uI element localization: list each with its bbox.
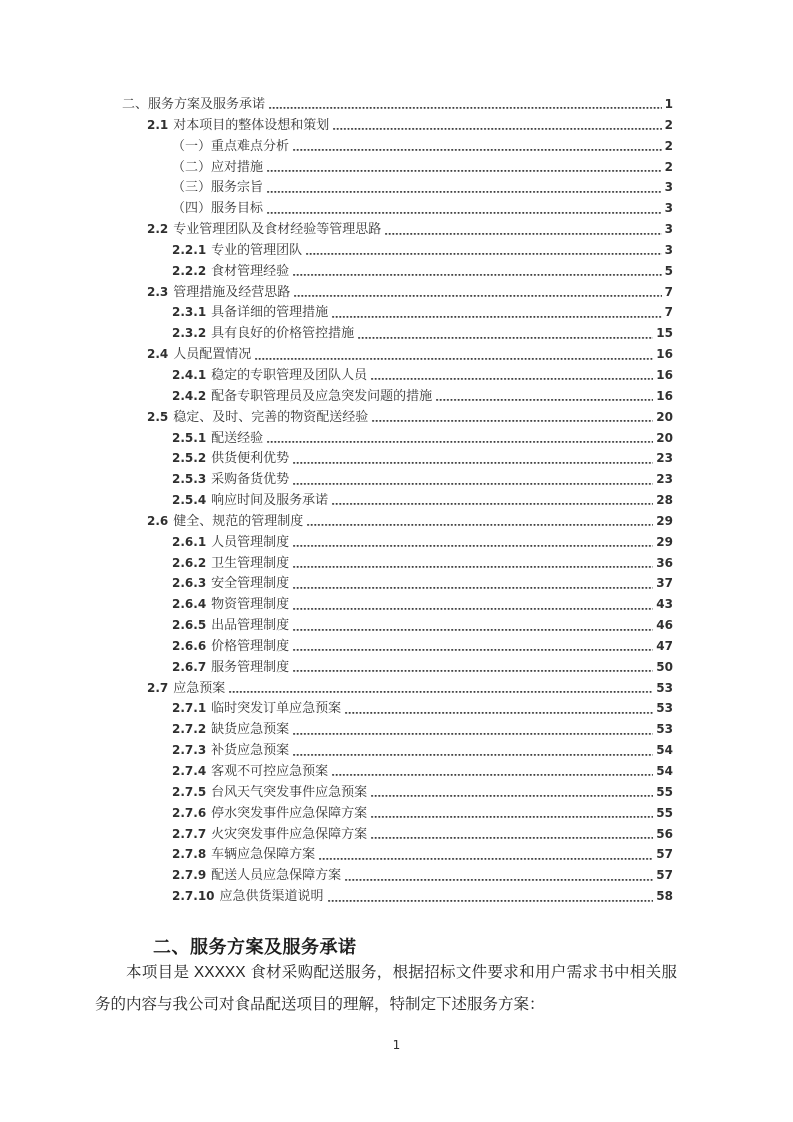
toc-entry-title: 健全、规范的管理制度 — [173, 512, 304, 528]
toc-entry-page: 15 — [656, 326, 673, 341]
toc-entry-title: 应急供货渠道说明 — [219, 888, 324, 904]
toc-entry[interactable] — [122, 886, 673, 907]
toc-dot-leader — [371, 782, 653, 803]
toc-entry-number: 2.6.3 — [172, 576, 207, 591]
toc-entry-page: 16 — [656, 347, 673, 362]
toc-entry-title: 专业的管理团队 — [211, 241, 303, 257]
toc-entry-number: 2.6.7 — [172, 659, 207, 674]
toc-entry-page: 5 — [664, 263, 673, 278]
toc-entry-page: 2 — [664, 117, 673, 132]
toc-entry[interactable] — [122, 469, 673, 490]
toc-entry[interactable] — [122, 698, 673, 719]
toc-entry-page: 16 — [656, 367, 673, 382]
toc-entry-number: 2.4.1 — [172, 367, 207, 382]
toc-entry-page: 47 — [656, 638, 673, 653]
toc-entry-title: 具有良好的价格管控措施 — [211, 325, 355, 341]
toc-entry-page: 57 — [656, 868, 673, 883]
toc-entry[interactable] — [122, 344, 673, 365]
toc-dot-leader — [372, 407, 653, 428]
toc-entry-title: 人员配置情况 — [173, 346, 252, 362]
toc-entry-page: 3 — [664, 222, 673, 237]
toc-entry-title: 配备专职管理员及应急突发问题的措施 — [211, 387, 433, 403]
toc-entry-number: 2.6.6 — [172, 638, 207, 653]
toc-entry-title: 响应时间及服务承诺 — [211, 492, 329, 508]
toc-dot-leader — [328, 886, 654, 907]
toc-entry[interactable] — [122, 573, 673, 594]
toc-entry[interactable] — [122, 824, 673, 845]
toc-entry-title: 配送经验 — [211, 429, 264, 445]
toc-dot-leader — [385, 219, 661, 240]
toc-entry[interactable] — [122, 136, 673, 157]
toc-entry-title: 价格管理制度 — [211, 637, 290, 653]
toc-entry-page: 7 — [664, 284, 673, 299]
toc-entry-page: 2 — [664, 138, 673, 153]
toc-entry-page: 36 — [656, 555, 673, 570]
toc-entry-title: 车辆应急保障方案 — [211, 846, 316, 862]
toc-dot-leader — [371, 824, 653, 845]
toc-entry-page: 54 — [656, 764, 673, 778]
toc-entry-page: 58 — [656, 889, 673, 904]
toc-entry-title: （二）应对措施 — [172, 158, 264, 174]
toc-entry-page: 3 — [664, 201, 673, 216]
toc-entry-number: 2.5.4 — [172, 493, 207, 508]
toc-dot-leader — [294, 282, 661, 303]
toc-entry-number: 2.1 — [147, 117, 169, 132]
toc-entry-number: 2.7.9 — [172, 868, 207, 883]
toc-entry-title: 专业管理团队及食材经验等管理思路 — [173, 221, 382, 237]
toc-entry[interactable] — [122, 865, 673, 886]
toc-dot-leader — [436, 386, 653, 407]
toc-entry-number: 2.2.2 — [172, 263, 207, 278]
toc-entry-page: 16 — [656, 388, 673, 403]
toc-entry[interactable] — [122, 490, 673, 511]
toc-entry[interactable] — [122, 803, 673, 824]
toc-entry-number: 2.7.4 — [172, 764, 207, 778]
toc-entry-title: 采购备货优势 — [211, 471, 290, 487]
toc-dot-leader — [229, 678, 653, 699]
toc-entry[interactable] — [122, 761, 673, 782]
toc-entry-page: 55 — [656, 805, 673, 820]
toc-entry-page: 53 — [656, 701, 673, 716]
toc-entry[interactable] — [122, 740, 673, 761]
toc-entry-number: 2.7 — [147, 680, 169, 695]
toc-dot-leader — [267, 428, 653, 449]
toc-entry-number: 2.3 — [147, 284, 169, 299]
toc-entry[interactable] — [122, 115, 673, 136]
toc-entry[interactable] — [122, 157, 673, 178]
toc-dot-leader — [332, 490, 653, 511]
toc-entry-number: 2.7.7 — [172, 826, 207, 841]
toc-entry-title: 管理措施及经营思路 — [173, 283, 291, 299]
toc-entry-page: 23 — [656, 472, 673, 487]
toc-entry-title: 食材管理经验 — [211, 262, 290, 278]
toc-entry[interactable] — [122, 532, 673, 553]
toc-dot-leader — [293, 719, 653, 740]
toc-dot-leader — [371, 803, 653, 824]
toc-entry-page: 43 — [656, 597, 673, 612]
toc-entry[interactable] — [122, 198, 673, 219]
toc-entry-page: 29 — [656, 513, 673, 528]
toc-entry[interactable] — [122, 428, 673, 449]
toc-dot-leader — [345, 698, 653, 719]
toc-entry[interactable] — [122, 657, 673, 678]
toc-entry-number: 2.6.1 — [172, 534, 207, 549]
toc-dot-leader — [293, 469, 653, 490]
toc-entry-page: 46 — [656, 618, 673, 633]
toc-dot-leader — [269, 94, 662, 115]
toc-entry[interactable] — [122, 282, 673, 303]
toc-dot-leader — [293, 615, 653, 636]
toc-entry-page: 1 — [664, 97, 673, 111]
toc-entry[interactable] — [122, 448, 673, 469]
toc-entry-page: 20 — [656, 409, 673, 424]
toc-entry-number: 2.7.3 — [172, 743, 207, 758]
toc-dot-leader — [267, 177, 662, 198]
toc-entry-title: 二、服务方案及服务承诺 — [122, 96, 266, 111]
toc-entry[interactable] — [122, 678, 673, 699]
toc-entry[interactable] — [122, 219, 673, 240]
toc-entry[interactable] — [122, 386, 673, 407]
toc-entry[interactable] — [122, 261, 673, 282]
toc-entry-title: 停水突发事件应急保障方案 — [211, 804, 368, 820]
toc-entry-page: 28 — [656, 493, 673, 508]
toc-entry-title: 卫生管理制度 — [211, 554, 290, 570]
toc-entry-page: 54 — [656, 743, 673, 758]
toc-entry-page: 29 — [656, 534, 673, 549]
toc-entry-page: 53 — [656, 722, 673, 737]
toc-entry[interactable] — [122, 407, 673, 428]
toc-entry[interactable] — [122, 594, 673, 615]
toc-dot-leader — [293, 594, 653, 615]
toc-entry[interactable] — [122, 719, 673, 740]
toc-dot-leader — [332, 761, 653, 782]
toc-entry-title: 台风天气突发事件应急预案 — [211, 783, 368, 799]
toc-entry-number: 2.7.6 — [172, 805, 207, 820]
toc-dot-leader — [293, 136, 662, 157]
toc-entry-title: 火灾突发事件应急保障方案 — [211, 825, 368, 841]
toc-entry-number: 2.2 — [147, 222, 169, 237]
toc-entry-title: 配送人员应急保障方案 — [211, 867, 342, 883]
toc-entry-number: 2.5 — [147, 409, 169, 424]
toc-entry-number: 2.4 — [147, 347, 169, 362]
body-paragraph: 本项目是 XXXXX 食材采购配送服务，根据招标文件要求和用户需求书中相关服务的内容与我公司对食品配送项目的理解，特制定下述服务方案： — [95, 964, 677, 1013]
toc-entry-title: 人员管理制度 — [211, 533, 290, 549]
toc-dot-leader — [307, 511, 653, 532]
toc-dot-leader — [293, 573, 653, 594]
toc-dot-leader — [293, 553, 653, 574]
toc-entry-title: （一）重点难点分析 — [172, 137, 290, 153]
toc-dot-leader — [255, 344, 653, 365]
toc-entry-title: 补货应急预案 — [211, 742, 290, 758]
toc-entry-number: 2.5.3 — [172, 472, 207, 487]
toc-entry-number: 2.7.8 — [172, 847, 207, 862]
toc-dot-leader — [267, 198, 662, 219]
toc-entry[interactable] — [122, 636, 673, 657]
toc-entry-title: 具备详细的管理措施 — [211, 304, 329, 320]
toc-entry-number: 2.3.2 — [172, 326, 207, 341]
toc-entry-title: 供货便利优势 — [211, 450, 290, 466]
section-heading: 二、服务方案及服务承诺 — [153, 937, 357, 957]
toc-dot-leader — [293, 261, 661, 282]
toc-entry[interactable] — [122, 782, 673, 803]
toc-entry-page: 3 — [664, 180, 673, 195]
page-number-footer: 1 — [392, 1038, 401, 1052]
toc-entry-title: 物资管理制度 — [211, 596, 290, 612]
toc-entry-title: 缺货应急预案 — [211, 721, 290, 737]
toc-entry-number: 2.6.2 — [172, 555, 207, 570]
toc-entry-page: 2 — [664, 159, 673, 174]
toc-entry[interactable] — [122, 323, 673, 344]
toc-entry-title: 对本项目的整体设想和策划 — [173, 116, 330, 132]
toc-dot-leader — [358, 323, 653, 344]
toc-entry[interactable] — [122, 365, 673, 386]
toc-dot-leader — [345, 865, 653, 886]
toc-entry-number: 2.3.1 — [172, 305, 207, 320]
table-of-contents — [122, 94, 673, 907]
toc-entry-page: 57 — [656, 847, 673, 862]
toc-entry[interactable] — [122, 511, 673, 532]
toc-entry-number: 2.7.1 — [172, 701, 207, 716]
toc-entry-title: 稳定的专职管理及团队人员 — [211, 366, 368, 382]
toc-entry-number: 2.5.1 — [172, 430, 207, 445]
toc-entry[interactable] — [122, 302, 673, 323]
toc-dot-leader — [267, 157, 662, 178]
toc-dot-leader — [332, 302, 661, 323]
toc-entry[interactable] — [122, 177, 673, 198]
toc-entry[interactable] — [122, 615, 673, 636]
toc-dot-leader — [371, 365, 653, 386]
toc-entry-number: 2.6.5 — [172, 618, 207, 633]
toc-dot-leader — [293, 448, 653, 469]
toc-dot-leader — [319, 844, 653, 865]
toc-entry[interactable] — [122, 94, 673, 115]
toc-entry-number: 2.6 — [147, 513, 169, 528]
toc-entry-number: 2.4.2 — [172, 388, 207, 403]
toc-entry-title: 客观不可控应急预案 — [211, 763, 329, 778]
toc-entry-page: 20 — [656, 430, 673, 445]
toc-entry-title: 临时突发订单应急预案 — [211, 700, 342, 716]
toc-dot-leader — [306, 240, 661, 261]
toc-entry-page: 37 — [656, 576, 673, 591]
toc-dot-leader — [293, 740, 653, 761]
toc-entry-page: 3 — [664, 242, 673, 257]
toc-entry[interactable] — [122, 844, 673, 865]
toc-entry-page: 50 — [656, 659, 673, 674]
toc-entry-title: 安全管理制度 — [211, 575, 290, 591]
toc-entry-title: （三）服务宗旨 — [172, 179, 264, 195]
toc-entry[interactable] — [122, 553, 673, 574]
toc-dot-leader — [293, 636, 653, 657]
toc-dot-leader — [293, 532, 653, 553]
toc-entry[interactable] — [122, 240, 673, 261]
toc-entry-number: 2.6.4 — [172, 597, 207, 612]
toc-entry-page: 7 — [664, 305, 673, 320]
toc-dot-leader — [293, 657, 653, 678]
toc-entry-number: 2.7.2 — [172, 722, 207, 737]
toc-entry-title: 稳定、及时、完善的物资配送经验 — [173, 408, 369, 424]
toc-entry-title: 出品管理制度 — [211, 617, 290, 633]
toc-entry-page: 55 — [656, 784, 673, 799]
toc-entry-page: 53 — [656, 680, 673, 695]
toc-entry-page: 56 — [656, 826, 673, 841]
toc-entry-number: 2.7.5 — [172, 784, 207, 799]
toc-entry-title: 应急预案 — [173, 679, 226, 695]
toc-entry-page: 23 — [656, 451, 673, 466]
toc-entry-number: 2.5.2 — [172, 451, 207, 466]
toc-entry-title: （四）服务目标 — [172, 200, 264, 216]
toc-entry-title: 服务管理制度 — [211, 658, 290, 674]
toc-dot-leader — [333, 115, 661, 136]
toc-entry-number: 2.7.10 — [172, 889, 215, 904]
toc-entry-number: 2.2.1 — [172, 242, 207, 257]
